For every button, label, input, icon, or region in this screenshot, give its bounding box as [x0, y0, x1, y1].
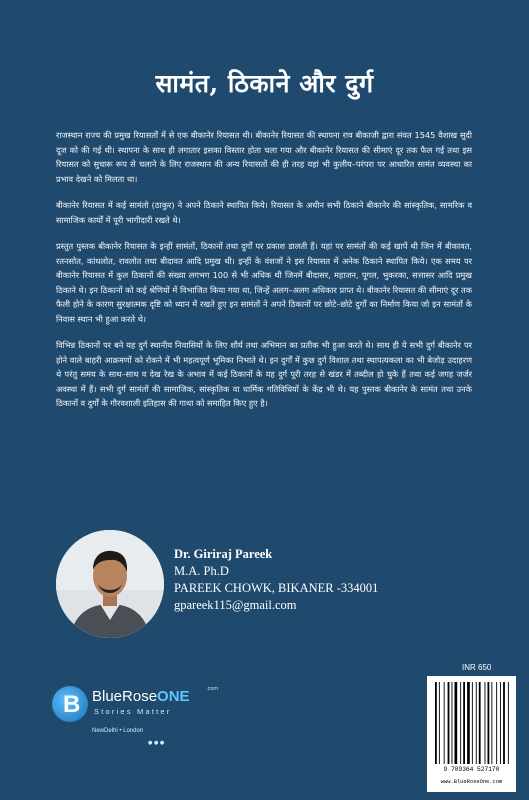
publisher-website[interactable]: www.BlueRoseOne.com — [440, 779, 503, 785]
barcode-bar — [467, 682, 470, 764]
barcode-bar — [455, 682, 458, 764]
author-address: PAREEK CHOWK, BIKANER -334001 — [174, 581, 379, 595]
barcode-bar — [500, 682, 501, 764]
author-photo — [56, 530, 164, 638]
paragraph-4: विभिन्न ठिकानों पर बने यह दुर्ग स्थानीय निवासियों के लिए शौर्य तथा अभिमान का प्रतीक भी हुआ करते थे। साथ ही ये सभी दुर्ग बीकानेर पर होने वाले बाहरी आक्रमणों को रोकने में भी महत्वपूर्ण भूमिका निभाते थे। इन दुर्गों में कुछ दुर्ग विशाल तथा स्थापत्यकला का भी बेजोड़ उदाहरण थे परंतु समय के साथ–साथ व देख रेख के अभाव में कई ठिकानों के यह दुर्ग पूरी तरह से खंडर में तब्दील हो चुके हैं तथा कई जगह जर्जर अवस्था में हैं। सभी दुर्ग सामंतों की सामाजिक, सांस्कृतिक वा धार्मिक गतिविधियों के केंद्र भी थे। यह पुस्तक बीकानेर के सामंत तथा उनके ठिकानों व दुर्गों के गौरवशाली इतिहास की गाथा को समाहित किए हुए है। — [56, 340, 472, 408]
barcode-bar — [496, 682, 497, 764]
publisher-logo — [52, 686, 222, 746]
publisher-brand: BlueRoseONE — [92, 688, 190, 705]
paragraph-2: बीकानेर रियासत में कई सामंतो (ठाकुर) ने अपने ठिकाने स्थापित किये। रियासत के अधीन सभी ठिकाने बीकानेर की सांस्कृतिक, सामरिक व सामाजिक कार्यों में पूरी भागीदारी रखते थे। — [56, 200, 472, 225]
barcode-bar — [479, 682, 481, 764]
barcode-bar — [503, 682, 505, 764]
cover-title: सामंत, ठिकाने और दुर्ग — [155, 69, 374, 98]
barcode-bar — [439, 682, 440, 764]
barcode-bar — [508, 682, 509, 764]
paragraph-1: राजस्थान राज्य की प्रमुख रियासतों में से एक बीकानेर रियासत थी। बीकानेर रियासत की स्थापना राव बीकाजी द्वारा संवत 1545 वैशाख सुदी दूज को की गई थी। स्थापना के साथ ही लगातार इसका विस्तार होता चला गया और बीकानेर रियासत की सीमाएं दूर तक फैल गई तथा इस रियासत को सुचारू रूप से चलाने के लिए राजस्थान की अन्य रियासतों की ही तरह यहां भी कुलीय–परंपरा पर आधारित सामंत व्यवस्था का प्रभाव देखने को मिलता था। — [56, 130, 472, 184]
author-block — [174, 546, 378, 614]
author-email[interactable]: gpareek115@gmail.com — [174, 598, 297, 612]
barcode-bar — [460, 682, 461, 764]
paragraph-3: प्रस्तुत पुस्तक बीकानेर रियासत के इन्हीं सामंतों, ठिकानों तथा दुर्गों पर प्रकाश डालती हैं। यहां पर सामंतों की कई खापें थी जिन में बीकावत, रतनसोत, कांधलोत, रावलोत तथा बीदावत आदि प्रमुख थी। इन्हीं के वंशजों ने इस रियासत में अनेक ठिकाने स्थापित किये। एक समय पर बीकानेर रियासत में कुल ठिकानों की संख्या लगभग 100 से भी अधिक थी जिनमें बीदासर, महाजन, पूगल, भुकरका, सत्तासर आदि प्रमुख ठिकाने थे। इन ठिकानों को कई श्रेणियों में विभाजित किया गया था, जिन्हें अलग–अलग अधिकार प्राप्त थे। बीकानेर रियासत की सीमाएं दूर तक फैली होने के कारण सुरक्षात्मक दृष्टि को ध्यान में रखते हुए इन सामंतों ने अपने ठिकानों पर छोटे–छोटे दुर्गों का निर्माण किया जो इन सामंतों के निवास स्थान भी हुआ करते थे। — [56, 241, 472, 324]
isbn-number: 9 789364 527170 — [443, 766, 500, 773]
bluerose-logo-icon: B — [52, 686, 88, 722]
social-icons: ● ● ● — [148, 740, 165, 746]
barcode-bar — [448, 682, 450, 764]
barcode-bar — [491, 682, 492, 764]
barcode-bar — [488, 682, 490, 764]
barcode-bar — [452, 682, 453, 764]
barcode-bar — [472, 682, 473, 764]
barcode-bar — [463, 682, 465, 764]
price-label: INR 650 — [462, 663, 492, 672]
publisher-brand-suffix: .com — [206, 686, 219, 692]
barcode-bar — [476, 682, 477, 764]
publisher-cities: NewDelhi • London — [92, 728, 144, 734]
barcode — [427, 676, 516, 792]
author-name: Dr. Giriraj Pareek — [174, 547, 273, 561]
author-photo-icon — [56, 530, 164, 638]
author-degree: M.A. Ph.D — [174, 564, 229, 578]
barcode-bars — [433, 682, 510, 764]
barcode-bar — [485, 682, 486, 764]
description-text — [56, 128, 472, 423]
publisher-tagline: Stories Matter — [94, 707, 172, 716]
barcode-bar — [435, 682, 437, 764]
barcode-bar — [444, 682, 445, 764]
